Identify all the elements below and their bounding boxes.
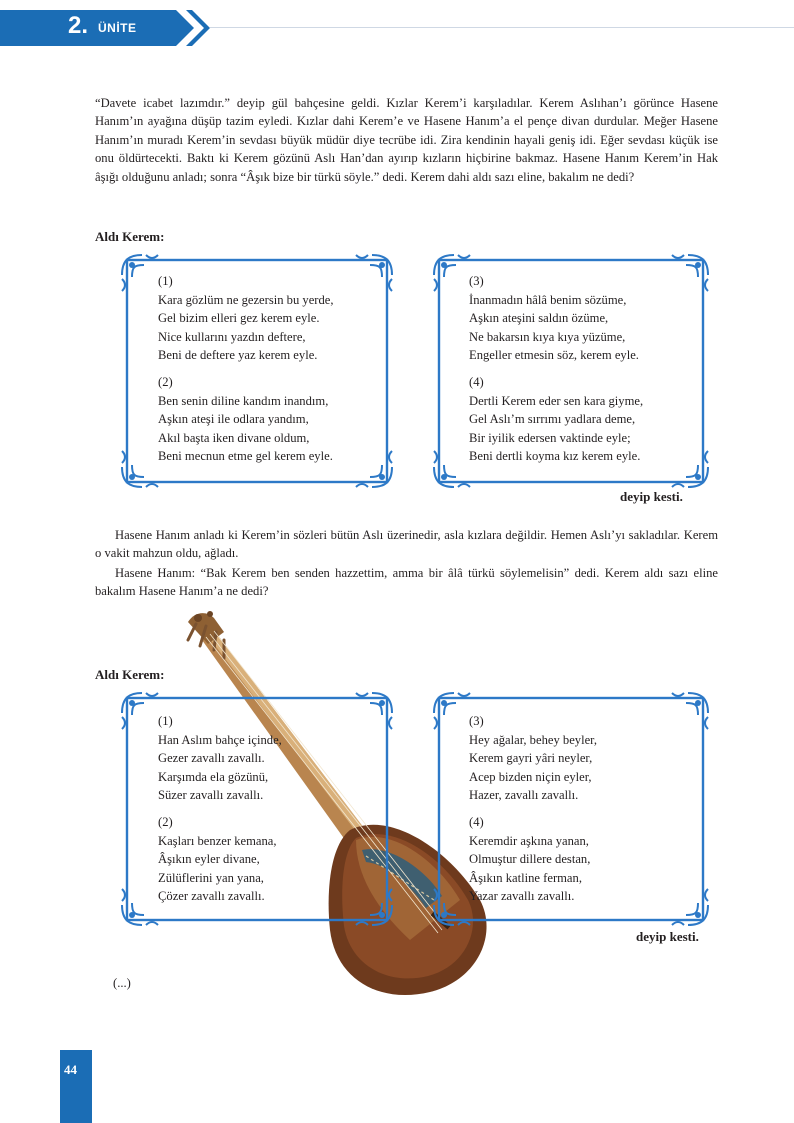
frame-corner-dot: [129, 262, 135, 268]
frame-corner-dot: [695, 262, 701, 268]
frame-corner-dot: [129, 912, 135, 918]
stanza-gap: [158, 805, 282, 813]
verse-line: Han Aslım bahçe içinde,: [158, 732, 282, 747]
poem1-left-verse: [158, 272, 334, 466]
frame-corner-dot: [379, 262, 385, 268]
unit-label: ÜNİTE: [98, 21, 137, 35]
verse-line: Zülüflerini yan yana,: [158, 870, 264, 885]
verse-line: Gel bizim elleri gez kerem eyle.: [158, 311, 320, 326]
header-rule: [210, 27, 794, 28]
poem2-heading: Aldı Kerem:: [95, 667, 165, 682]
verse-line: Beni mecnun etme gel kerem eyle.: [158, 449, 333, 464]
verse-line: Kerem gayri yâri neyler,: [469, 751, 593, 766]
verse-line: Ne bakarsın kıya kıya yüzüme,: [469, 329, 626, 344]
verse-line: Hazer, zavallı zavallı.: [469, 788, 579, 803]
middle-paragraph-2: Hasene Hanım: “Bak Kerem ben senden hazzettim, amma bir âlâ türkü söylemelisin” dedi. Kerem aldı sazı eline bakalım Hasene Hanım’a ne dedi?: [95, 566, 718, 599]
stanza-number: (4): [469, 374, 484, 389]
verse-line: Ben senin diline kandım inandım,: [158, 393, 329, 408]
verse-line: Akıl başta iken divane oldum,: [158, 430, 310, 445]
stanza-number: (2): [158, 814, 173, 829]
page-number-tab: [60, 1050, 92, 1123]
verse-line: Âşıkın katline ferman,: [469, 870, 582, 885]
verse-line: Yazar zavallı zavallı.: [469, 889, 575, 904]
frame-corner-dot: [379, 912, 385, 918]
verse-line: Kara gözlüm ne gezersin bu yerde,: [158, 292, 334, 307]
verse-line: Kaşları benzer kemana,: [158, 833, 277, 848]
poem2-right-verse: [469, 712, 597, 906]
frame-corner-dot: [129, 700, 135, 706]
verse-line: Aşkın ateşini saldın özüme,: [469, 311, 609, 326]
frame-corner-dot: [379, 474, 385, 480]
verse-line: Nice kullarını yazdın deftere,: [158, 329, 306, 344]
frame-corner-dot: [441, 262, 447, 268]
verse-line: Beni de deftere yaz kerem eyle.: [158, 348, 318, 363]
verse-line: İnanmadın hâlâ benim sözüme,: [469, 292, 627, 307]
stanza-number: (3): [469, 714, 484, 728]
stanza-gap: [469, 365, 643, 373]
stanza-number: (4): [469, 814, 484, 829]
verse-line: Gel Aslı’m sırrımı yadlara deme,: [469, 412, 636, 427]
verse-line: Çözer zavallı zavallı.: [158, 889, 265, 904]
stanza-number: (1): [158, 714, 173, 728]
frame-corner-dot: [695, 912, 701, 918]
page-number: 44: [64, 1062, 77, 1077]
frame-corner-dot: [695, 700, 701, 706]
intro-paragraph: “Davete icabet lazımdır.” deyip gül bahçesine geldi. Kızlar Kerem’i karşıladılar. Kerem Aslıhan’ı görünce Hasene Hanım’ın ayağına düşüp tazim eyledi. Kızlar dahi Kerem’e ve Hasene Hanım’a el pençe divan durdular. Meğer Hasene Hanım’ın muradı Kerem’in sevdası büyük müdür diye tecrübe idi. Zira kendinin hayali geniş idi. Eğer sevdası küçük ise onu öldürtecekti. Baktı ki Kerem gözünü Aslı Han’dan ayırıp kızların hiçbirine bakmaz. Hasene Hanım Kerem’in Hak âşığı olduğunu anladı; sonra “Âşık bize bir türkü söyle.” dedi. Kerem dahi aldı sazı eline, bakalım ne dedi?: [95, 96, 718, 184]
stanza-number: (2): [158, 374, 173, 389]
verse-line: Âşıkın eyler divane,: [158, 852, 260, 867]
poem2-signoff: deyip kesti.: [636, 929, 699, 944]
frame-corner-dot: [379, 700, 385, 706]
stanza-number: (1): [158, 274, 173, 288]
verse-line: Gezer zavallı zavallı.: [158, 751, 265, 766]
frame-corner-dot: [441, 912, 447, 918]
verse-line: Dertli Kerem eder sen kara giyme,: [469, 393, 644, 408]
verse-line: Karşımda ela gözünü,: [158, 769, 269, 784]
verse-line: Süzer zavallı zavallı.: [158, 788, 264, 803]
verse-line: Hey ağalar, behey beyler,: [469, 732, 598, 747]
middle-paragraph-1: Hasene Hanım anladı ki Kerem’in sözleri bütün Aslı üzerinedir, asla kızlara değildir. Hemen Aslı’yı sakladılar. Kerem o vakit mahzun oldu, ağladı.: [95, 528, 718, 561]
stanza-number: (3): [469, 274, 484, 288]
poem2-left-verse: [158, 712, 282, 906]
verse-line: Aşkın ateşi ile odlara yandım,: [158, 412, 309, 427]
verse-line: Acep bizden niçin eyler,: [469, 769, 592, 784]
stanza-gap: [158, 365, 334, 373]
verse-line: Beni dertli koyma kız kerem eyle.: [469, 449, 641, 464]
frame-corner-dot: [441, 474, 447, 480]
poem1-signoff: deyip kesti.: [620, 489, 683, 504]
verse-line: Olmuştur dillere destan,: [469, 852, 591, 867]
poem1-heading: Aldı Kerem:: [95, 229, 165, 244]
verse-line: Engeller etmesin söz, kerem eyle.: [469, 348, 639, 363]
frame-corner-dot: [129, 474, 135, 480]
ellipsis-text: (...): [113, 976, 131, 990]
unit-number: 2.: [68, 12, 89, 39]
frame-corner-dot: [441, 700, 447, 706]
verse-line: Keremdir aşkına yanan,: [469, 833, 589, 848]
verse-line: Bir iyilik edersen vaktinde eyle;: [469, 430, 631, 445]
stanza-gap: [469, 805, 597, 813]
poem1-right-verse: [469, 272, 643, 466]
frame-corner-dot: [695, 474, 701, 480]
